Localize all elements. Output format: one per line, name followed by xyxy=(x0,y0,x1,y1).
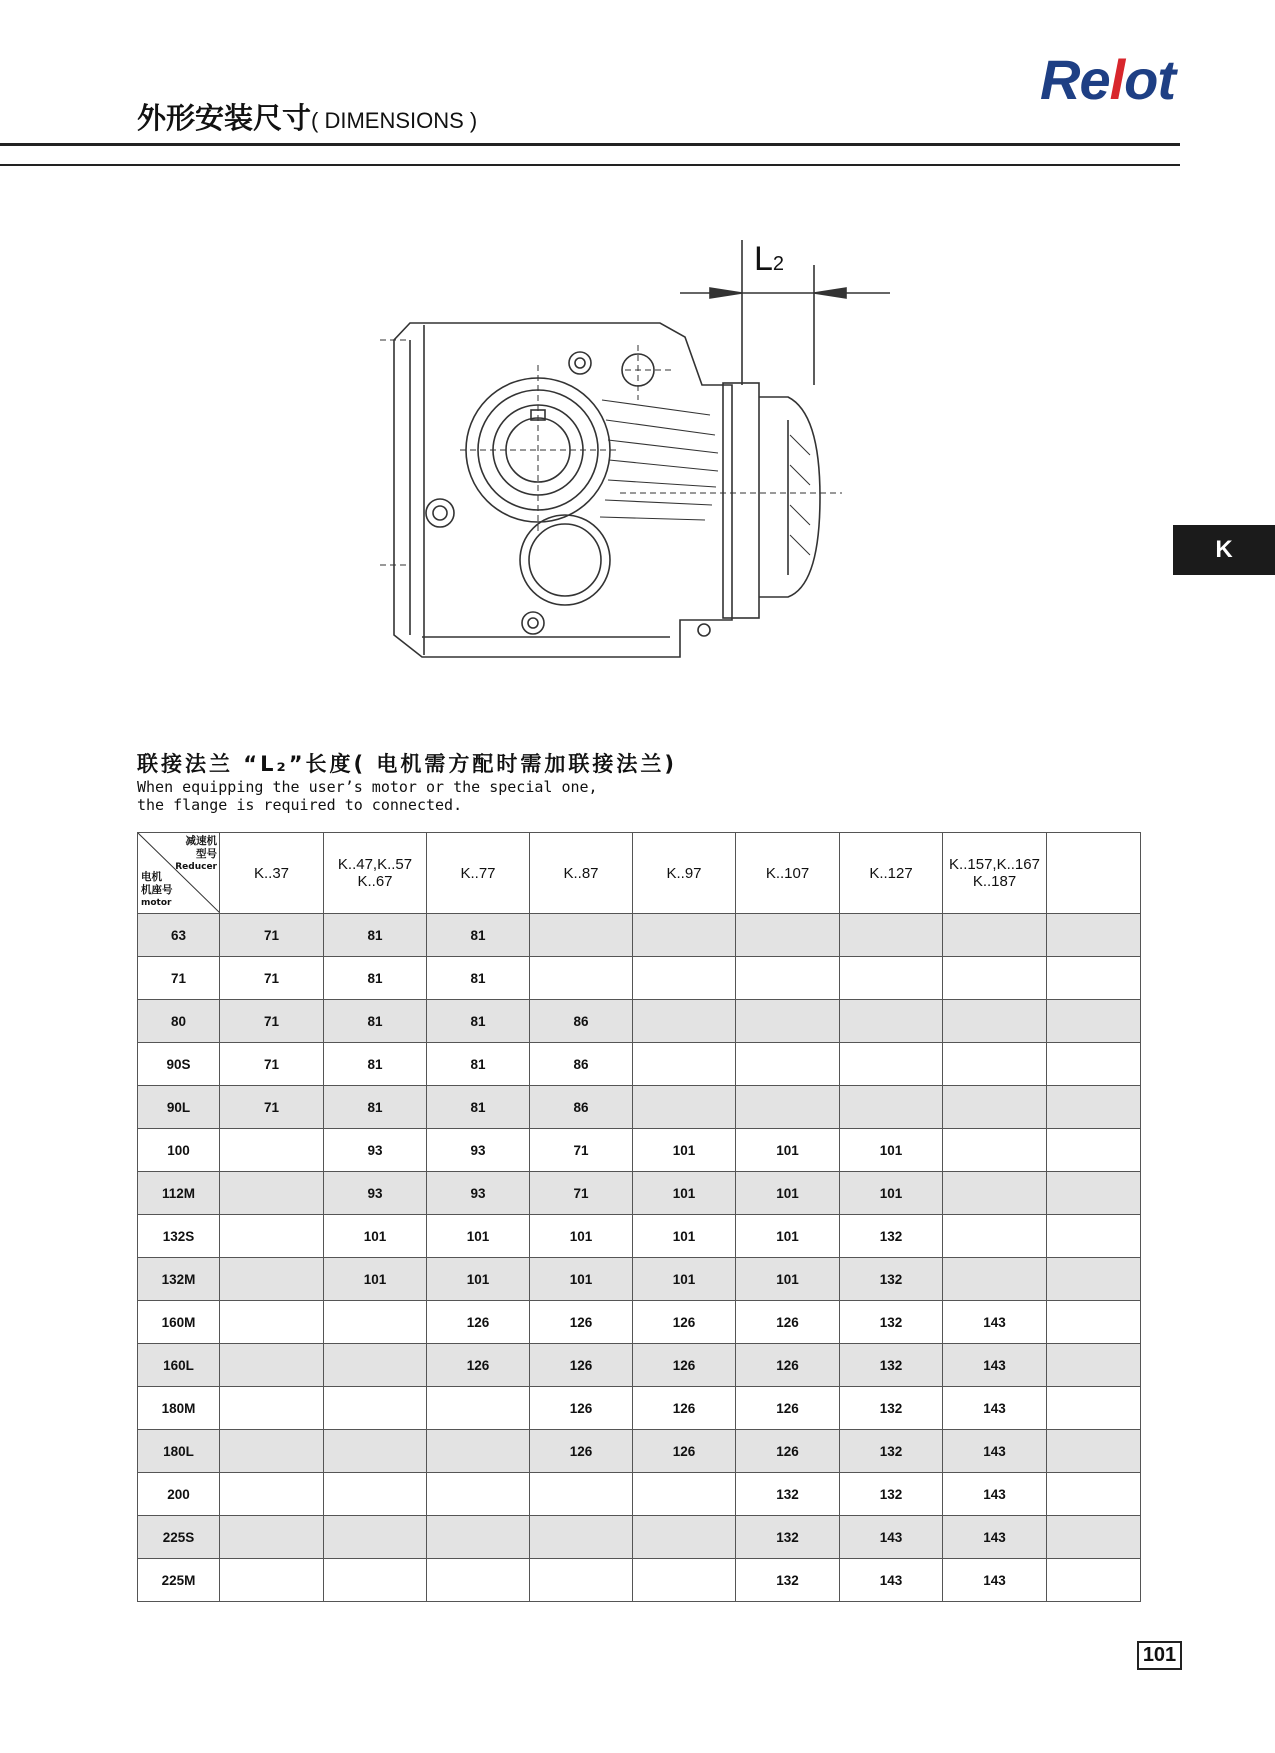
l2-value-cell xyxy=(943,1086,1047,1129)
l2-value-cell xyxy=(220,1473,324,1516)
l2-value-cell: 71 xyxy=(220,957,324,1000)
l2-value-cell xyxy=(220,1301,324,1344)
l2-value-cell: 71 xyxy=(220,1086,324,1129)
l2-value-cell: 101 xyxy=(633,1258,736,1301)
l2-value-cell xyxy=(427,1430,530,1473)
column-header: K..87 xyxy=(530,833,633,914)
l2-value-cell: 126 xyxy=(736,1430,840,1473)
page-title xyxy=(137,101,478,135)
column-header: K..127 xyxy=(840,833,943,914)
l2-value-cell xyxy=(633,957,736,1000)
l2-value-cell xyxy=(736,914,840,957)
l2-value-cell: 126 xyxy=(633,1430,736,1473)
l2-value-cell xyxy=(943,1215,1047,1258)
table-row xyxy=(138,1000,1141,1043)
l2-value-cell: 143 xyxy=(943,1430,1047,1473)
table-row xyxy=(138,957,1141,1000)
l2-value-cell xyxy=(1047,1387,1141,1430)
l2-value-cell xyxy=(943,1129,1047,1172)
l2-value-cell: 81 xyxy=(427,1000,530,1043)
l2-value-cell xyxy=(943,1258,1047,1301)
l2-value-cell: 71 xyxy=(530,1172,633,1215)
l2-value-cell xyxy=(1047,1344,1141,1387)
l2-value-cell: 132 xyxy=(840,1387,943,1430)
l2-value-cell xyxy=(530,1559,633,1602)
l2-value-cell: 86 xyxy=(530,1086,633,1129)
l2-value-cell: 71 xyxy=(220,914,324,957)
l2-value-cell: 101 xyxy=(530,1215,633,1258)
flange-length-table xyxy=(137,832,1141,1602)
l2-value-cell: 126 xyxy=(530,1387,633,1430)
l2-value-cell xyxy=(840,1086,943,1129)
motor-frame-cell: 225S xyxy=(138,1516,220,1559)
table-row xyxy=(138,1516,1141,1559)
l2-value-cell xyxy=(1047,1258,1141,1301)
l2-value-cell xyxy=(633,1043,736,1086)
l2-value-cell: 126 xyxy=(530,1301,633,1344)
l2-value-cell xyxy=(324,1473,427,1516)
l2-value-cell xyxy=(427,1516,530,1559)
l2-value-cell: 126 xyxy=(427,1301,530,1344)
column-header xyxy=(1047,833,1141,914)
l2-value-cell: 81 xyxy=(427,1043,530,1086)
l2-value-cell xyxy=(1047,1430,1141,1473)
l2-value-cell: 81 xyxy=(427,957,530,1000)
l2-value-cell xyxy=(427,1473,530,1516)
l2-value-cell xyxy=(1047,1086,1141,1129)
l2-value-cell: 143 xyxy=(840,1516,943,1559)
l2-value-cell: 132 xyxy=(736,1516,840,1559)
l2-value-cell: 81 xyxy=(324,1000,427,1043)
l2-value-cell xyxy=(1047,1000,1141,1043)
l2-value-cell xyxy=(530,1516,633,1559)
table-row xyxy=(138,1387,1141,1430)
column-header: K..37 xyxy=(220,833,324,914)
l2-value-cell: 143 xyxy=(943,1473,1047,1516)
l2-value-cell xyxy=(840,914,943,957)
page-number: 101 xyxy=(1137,1641,1182,1670)
header-rule xyxy=(0,164,1180,166)
l2-value-cell: 101 xyxy=(633,1129,736,1172)
l2-value-cell: 81 xyxy=(427,914,530,957)
table-row xyxy=(138,1258,1141,1301)
l2-value-cell: 101 xyxy=(736,1215,840,1258)
l2-value-cell: 101 xyxy=(427,1258,530,1301)
l2-value-cell xyxy=(633,1516,736,1559)
l2-value-cell xyxy=(633,914,736,957)
l2-value-cell xyxy=(427,1559,530,1602)
l2-value-cell xyxy=(427,1387,530,1430)
page-title-cn: 外形安装尺寸 xyxy=(137,101,312,135)
l2-value-cell: 126 xyxy=(736,1387,840,1430)
l2-value-cell xyxy=(1047,1301,1141,1344)
l2-value-cell: 101 xyxy=(530,1258,633,1301)
motor-frame-cell: 71 xyxy=(138,957,220,1000)
l2-value-cell: 71 xyxy=(220,1043,324,1086)
l2-value-cell xyxy=(220,1516,324,1559)
l2-value-cell xyxy=(633,1559,736,1602)
table-row xyxy=(138,1215,1141,1258)
l2-value-cell xyxy=(1047,1172,1141,1215)
section-tab[interactable]: K xyxy=(1173,525,1275,575)
l2-value-cell: 93 xyxy=(427,1172,530,1215)
l2-value-cell xyxy=(1047,914,1141,957)
table-row xyxy=(138,1473,1141,1516)
l2-value-cell xyxy=(530,957,633,1000)
table-header-row xyxy=(138,833,1141,914)
gearbox-drawing xyxy=(380,225,900,665)
motor-frame-cell: 100 xyxy=(138,1129,220,1172)
l2-value-cell: 143 xyxy=(943,1516,1047,1559)
table-row xyxy=(138,1430,1141,1473)
l2-value-cell: 132 xyxy=(840,1344,943,1387)
l2-value-cell xyxy=(1047,957,1141,1000)
table-row xyxy=(138,1129,1141,1172)
motor-frame-cell: 132M xyxy=(138,1258,220,1301)
l2-value-cell xyxy=(943,1172,1047,1215)
header-rule xyxy=(0,143,1180,146)
l2-value-cell: 81 xyxy=(324,1086,427,1129)
l2-value-cell: 101 xyxy=(324,1258,427,1301)
l2-value-cell: 81 xyxy=(427,1086,530,1129)
table-row xyxy=(138,1086,1141,1129)
column-header: K..97 xyxy=(633,833,736,914)
l2-value-cell xyxy=(220,1344,324,1387)
motor-frame-cell: 160L xyxy=(138,1344,220,1387)
column-header: K..107 xyxy=(736,833,840,914)
l2-value-cell xyxy=(943,1043,1047,1086)
l2-value-cell xyxy=(943,957,1047,1000)
l2-value-cell xyxy=(1047,1559,1141,1602)
l2-label: L2 xyxy=(754,240,785,278)
l2-value-cell: 81 xyxy=(324,1043,427,1086)
l2-value-cell: 101 xyxy=(736,1172,840,1215)
table-row xyxy=(138,914,1141,957)
table-row xyxy=(138,1043,1141,1086)
l2-value-cell: 71 xyxy=(530,1129,633,1172)
table-row xyxy=(138,1172,1141,1215)
motor-frame-cell: 180L xyxy=(138,1430,220,1473)
note-line-1: When equipping the user’s motor or the special one, xyxy=(137,778,598,796)
l2-value-cell: 126 xyxy=(530,1344,633,1387)
l2-value-cell: 101 xyxy=(324,1215,427,1258)
l2-value-cell xyxy=(736,1043,840,1086)
l2-value-cell: 126 xyxy=(633,1301,736,1344)
l2-value-cell xyxy=(324,1387,427,1430)
table-row xyxy=(138,1301,1141,1344)
l2-value-cell: 126 xyxy=(633,1344,736,1387)
l2-value-cell xyxy=(324,1344,427,1387)
l2-value-cell: 126 xyxy=(736,1301,840,1344)
l2-value-cell xyxy=(840,1043,943,1086)
l2-value-cell: 86 xyxy=(530,1000,633,1043)
l2-value-cell: 126 xyxy=(736,1344,840,1387)
l2-value-cell xyxy=(324,1301,427,1344)
l2-value-cell: 93 xyxy=(427,1129,530,1172)
l2-value-cell: 143 xyxy=(943,1344,1047,1387)
note-line-2: the flange is required to connected. xyxy=(137,796,463,814)
l2-value-cell xyxy=(736,957,840,1000)
l2-value-cell xyxy=(1047,1473,1141,1516)
l2-value-cell xyxy=(324,1430,427,1473)
l2-value-cell: 143 xyxy=(840,1559,943,1602)
l2-value-cell: 126 xyxy=(530,1430,633,1473)
l2-value-cell xyxy=(220,1215,324,1258)
l2-value-cell: 93 xyxy=(324,1172,427,1215)
l2-value-cell xyxy=(530,914,633,957)
table-row xyxy=(138,1559,1141,1602)
l2-value-cell xyxy=(220,1258,324,1301)
l2-value-cell xyxy=(220,1129,324,1172)
l2-value-cell xyxy=(220,1430,324,1473)
motor-frame-cell: 160M xyxy=(138,1301,220,1344)
column-header: K..77 xyxy=(427,833,530,914)
l2-value-cell: 143 xyxy=(943,1559,1047,1602)
l2-value-cell: 126 xyxy=(633,1387,736,1430)
l2-value-cell xyxy=(1047,1215,1141,1258)
l2-value-cell xyxy=(736,1086,840,1129)
l2-value-cell: 132 xyxy=(840,1430,943,1473)
l2-value-cell xyxy=(1047,1129,1141,1172)
motor-frame-cell: 132S xyxy=(138,1215,220,1258)
l2-value-cell xyxy=(530,1473,633,1516)
l2-value-cell xyxy=(736,1000,840,1043)
table-row xyxy=(138,1344,1141,1387)
l2-value-cell: 101 xyxy=(633,1172,736,1215)
flange-length-heading: 联接法兰 “L₂”长度( 电机需方配时需加联接法兰) xyxy=(137,752,677,776)
l2-value-cell xyxy=(1047,1043,1141,1086)
motor-frame-cell: 200 xyxy=(138,1473,220,1516)
motor-frame-cell: 80 xyxy=(138,1000,220,1043)
l2-value-cell xyxy=(633,1086,736,1129)
l2-value-cell xyxy=(633,1000,736,1043)
l2-value-cell xyxy=(840,957,943,1000)
l2-value-cell xyxy=(943,914,1047,957)
brand-logo: Relot xyxy=(1040,48,1176,111)
l2-value-cell: 81 xyxy=(324,957,427,1000)
l2-value-cell xyxy=(324,1516,427,1559)
l2-value-cell: 71 xyxy=(220,1000,324,1043)
l2-value-cell: 101 xyxy=(736,1258,840,1301)
column-header: K..157,K..167 K..187 xyxy=(943,833,1047,914)
l2-value-cell: 93 xyxy=(324,1129,427,1172)
motor-frame-cell: 90L xyxy=(138,1086,220,1129)
l2-value-cell: 143 xyxy=(943,1301,1047,1344)
l2-value-cell: 101 xyxy=(633,1215,736,1258)
l2-value-cell: 132 xyxy=(840,1301,943,1344)
l2-value-cell: 132 xyxy=(840,1258,943,1301)
l2-value-cell xyxy=(633,1473,736,1516)
l2-value-cell xyxy=(943,1000,1047,1043)
motor-frame-cell: 180M xyxy=(138,1387,220,1430)
motor-frame-cell: 63 xyxy=(138,914,220,957)
l2-value-cell: 101 xyxy=(840,1172,943,1215)
l2-value-cell: 101 xyxy=(427,1215,530,1258)
l2-value-cell xyxy=(1047,1516,1141,1559)
l2-value-cell xyxy=(324,1559,427,1602)
l2-value-cell: 132 xyxy=(736,1559,840,1602)
l2-value-cell: 143 xyxy=(943,1387,1047,1430)
motor-frame-cell: 90S xyxy=(138,1043,220,1086)
l2-value-cell xyxy=(220,1387,324,1430)
l2-value-cell: 132 xyxy=(840,1215,943,1258)
motor-frame-cell: 112M xyxy=(138,1172,220,1215)
l2-value-cell: 132 xyxy=(840,1473,943,1516)
l2-value-cell: 101 xyxy=(840,1129,943,1172)
l2-value-cell: 101 xyxy=(736,1129,840,1172)
l2-value-cell: 126 xyxy=(427,1344,530,1387)
l2-value-cell xyxy=(220,1172,324,1215)
table-corner-cell: 减速机 型号 Reducer 电机 机座号 motor xyxy=(138,833,220,914)
l2-value-cell xyxy=(220,1559,324,1602)
l2-value-cell: 81 xyxy=(324,914,427,957)
l2-value-cell xyxy=(840,1000,943,1043)
motor-frame-cell: 225M xyxy=(138,1559,220,1602)
l2-value-cell: 132 xyxy=(736,1473,840,1516)
l2-value-cell: 86 xyxy=(530,1043,633,1086)
page-title-en: ( DIMENSIONS ) xyxy=(311,108,478,133)
column-header: K..47,K..57 K..67 xyxy=(324,833,427,914)
